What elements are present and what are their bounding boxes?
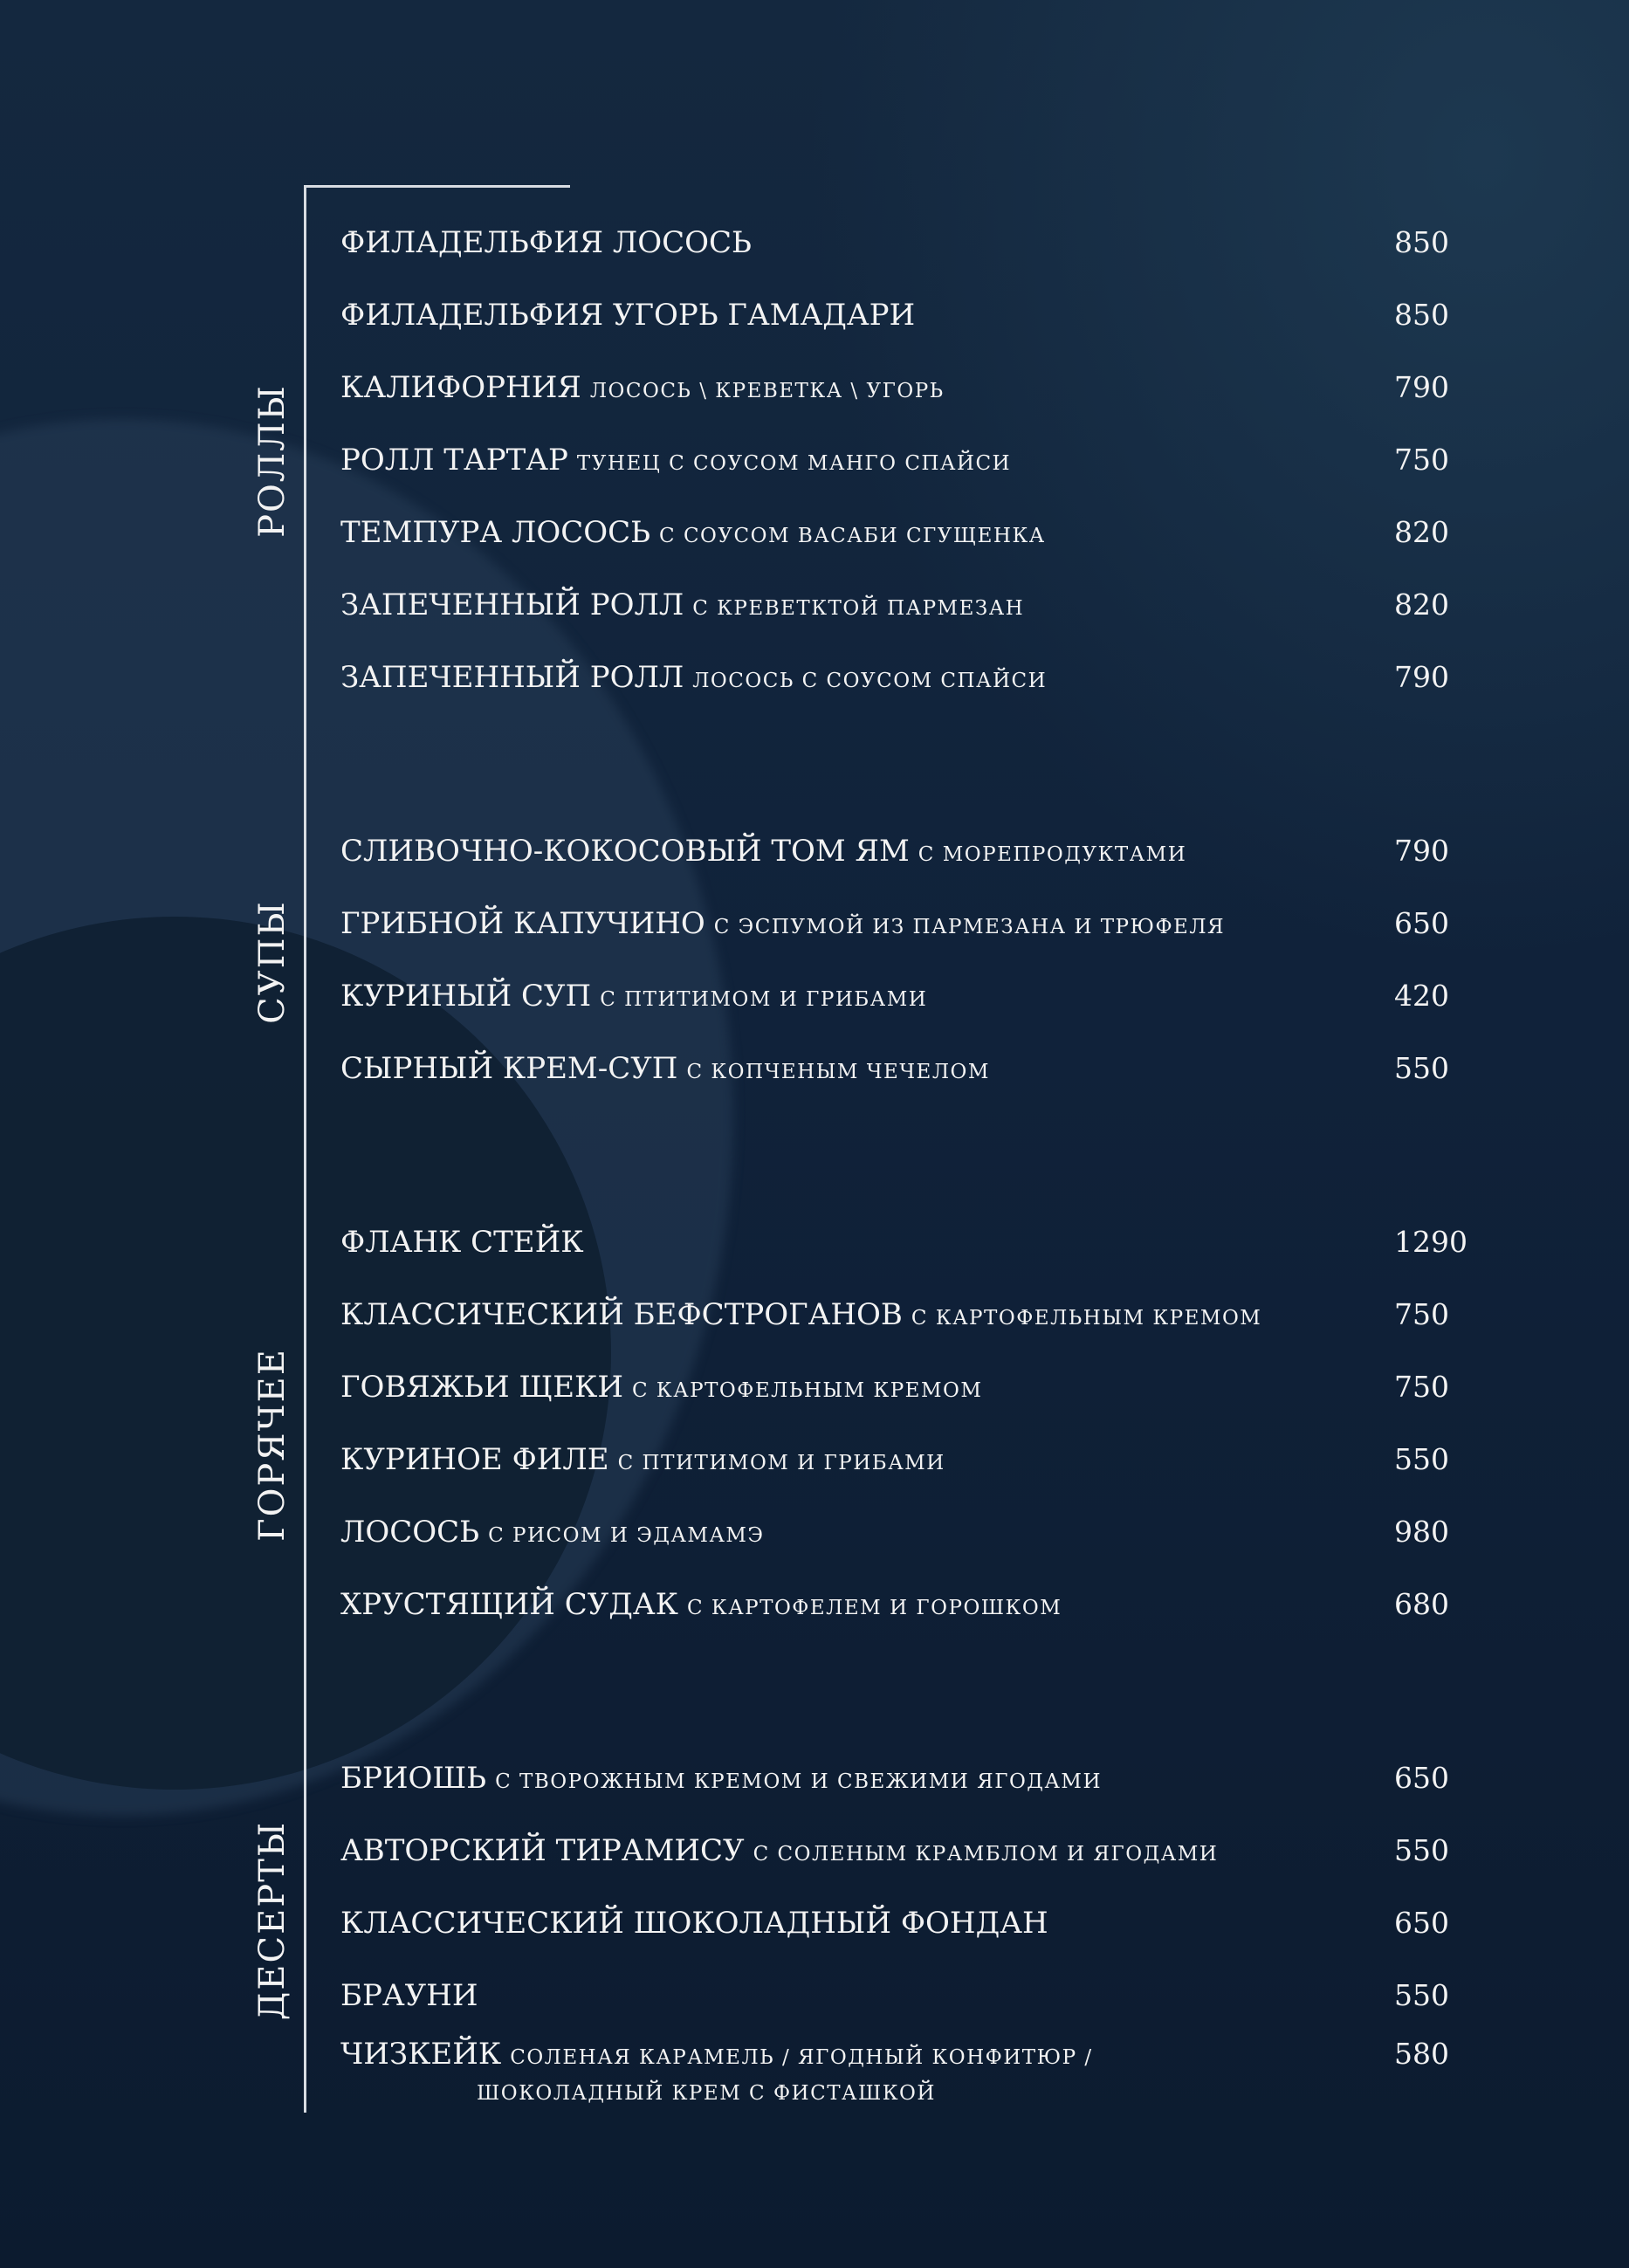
menu-item [340,906,1475,959]
item-price: 750 [1394,443,1449,477]
item-price: 650 [1394,1761,1449,1795]
item-name: КЛАССИЧЕСКИЙ ШОКОЛАДНЫЙ ФОНДАН [340,1906,1048,1941]
item-name: БРАУНИ [340,1978,478,2013]
item-price: 750 [1394,1370,1449,1404]
item-name: ЗАПЕЧЕННЫЙ РОЛЛ [340,660,684,695]
item-description: ТУНЕЦ С СОУСОМ МАНГО СПАЙСИ [576,452,1012,475]
item-price: 790 [1394,370,1449,404]
item-title [340,1442,945,1477]
item-title [340,660,1047,695]
item-name: ФИЛАДЕЛЬФИЯ ЛОСОСЬ [340,225,752,260]
item-description: С КОПЧЕНЫМ ЧЕЧЕЛОМ [686,1061,990,1083]
item-name: СЫРНЫЙ КРЕМ-СУП [340,1051,678,1086]
item-title [340,1297,1261,1332]
menu-item [340,1761,1475,1813]
item-title [340,1833,1218,1868]
vertical-rule [304,185,306,2113]
menu-item [340,515,1475,567]
menu-item [340,1442,1475,1495]
section-title-soups: СУПЫ [252,900,292,1024]
item-title [340,834,1186,869]
item-description: С ПТИТИМОМ И ГРИБАМИ [617,1452,945,1474]
menu-item [340,979,1475,1031]
item-description-continued: ШОКОЛАДНЫЙ КРЕМ С ФИСТАШКОЙ [477,2082,936,2105]
item-title [340,1051,990,1086]
item-price: 650 [1394,1906,1449,1940]
item-title [340,1587,1062,1622]
item-title [340,1761,1102,1796]
menu-item [340,1370,1475,1422]
item-title [340,1225,593,1260]
item-title [340,1515,765,1550]
item-title [340,979,927,1014]
menu-item [340,1297,1475,1350]
item-description: С СОЛЕНЫМ КРАМБЛОМ И ЯГОДАМИ [753,1843,1219,1866]
item-price: 1290 [1394,1225,1467,1259]
item-description: С ПТИТИМОМ И ГРИБАМИ [600,988,928,1011]
menu-item [340,1833,1475,1886]
menu-item [340,1906,1475,1958]
menu-item [340,2037,1475,2124]
menu-item [340,1225,1475,1277]
menu-item [340,1978,1475,2031]
item-price: 790 [1394,660,1449,694]
item-name: КАЛИФОРНИЯ [340,370,581,405]
section-title-desserts: ДЕСЕРТЫ [252,1820,292,2021]
item-price: 550 [1394,1442,1449,1476]
item-description: С КАРТОФЕЛЬНЫМ КРЕМОМ [911,1307,1262,1330]
item-price: 580 [1394,2037,1449,2071]
item-name: ЧИЗКЕЙК [340,2037,502,2072]
item-description: С МОРЕПРОДУКТАМИ [918,843,1187,866]
item-name: ФЛАНК СТЕЙК [340,1225,584,1260]
item-title [340,225,760,260]
item-title [340,1978,486,2013]
item-description: ЛОСОСЬ \ КРЕВЕТКА \ УГОРЬ [589,380,945,402]
item-price: 550 [1394,1978,1449,2012]
item-description: С КАРТОФЕЛЬНЫМ КРЕМОМ [631,1379,983,1402]
menu-item [340,834,1475,886]
item-title [340,2037,1093,2072]
item-description: С СОУСОМ ВАСАБИ СГУЩЕНКА [659,525,1046,547]
menu-item [340,588,1475,640]
item-title [340,298,924,333]
item-name: КУРИНЫЙ СУП [340,979,592,1014]
item-price: 850 [1394,225,1449,259]
item-name: БРИОШЬ [340,1761,487,1796]
item-name: ЛОСОСЬ [340,1515,480,1550]
item-name: ГОВЯЖЬИ ЩЕКИ [340,1370,623,1405]
item-name: СЛИВОЧНО-КОКОСОВЫЙ ТОМ ЯМ [340,834,910,869]
item-title [340,1370,982,1405]
item-title [340,588,1024,622]
item-name: АВТОРСКИЙ ТИРАМИСУ [340,1833,745,1868]
item-price: 650 [1394,906,1449,940]
item-title [340,515,1046,550]
item-description: С ТВОРОЖНЫМ КРЕМОМ И СВЕЖИМИ ЯГОДАМИ [495,1770,1103,1793]
item-price: 820 [1394,515,1449,549]
item-price: 820 [1394,588,1449,622]
menu-item [340,660,1475,712]
item-name: ФИЛАДЕЛЬФИЯ УГОРЬ ГАМАДАРИ [340,298,916,333]
item-price: 790 [1394,834,1449,868]
item-description: СОЛЕНАЯ КАРАМЕЛЬ / ЯГОДНЫЙ КОНФИТЮР / [510,2046,1093,2069]
menu-item [340,443,1475,495]
item-price: 980 [1394,1515,1449,1549]
item-price: 550 [1394,1833,1449,1867]
item-description: С РИСОМ И ЭДАМАМЭ [488,1524,765,1547]
item-price: 420 [1394,979,1449,1013]
item-description: С КРЕВЕТКТОЙ ПАРМЕЗАН [692,597,1025,620]
item-name: КЛАССИЧЕСКИЙ БЕФСТРОГАНОВ [340,1297,903,1332]
item-title [340,370,945,405]
section-title-rolls: РОЛЛЫ [252,384,292,538]
item-name: ХРУСТЯЩИЙ СУДАК [340,1587,678,1622]
item-title [340,443,1011,478]
menu-item [340,1051,1475,1103]
item-title [340,1906,1057,1941]
item-name: ТЕМПУРА ЛОСОСЬ [340,515,651,550]
menu-item [340,370,1475,423]
menu-item [340,1515,1475,1567]
item-name: РОЛЛ ТАРТАР [340,443,568,478]
item-name: ЗАПЕЧЕННЫЙ РОЛЛ [340,588,684,622]
item-price: 750 [1394,1297,1449,1331]
menu-item [340,225,1475,278]
item-price: 680 [1394,1587,1449,1621]
menu-item [340,298,1475,350]
menu-item [340,1587,1475,1639]
section-title-hot: ГОРЯЧЕЕ [252,1348,292,1542]
item-name: КУРИНОЕ ФИЛЕ [340,1442,609,1477]
item-price: 550 [1394,1051,1449,1085]
item-name: ГРИБНОЙ КАПУЧИНО [340,906,705,941]
item-description: С КАРТОФЕЛЕМ И ГОРОШКОМ [687,1597,1062,1619]
item-description: ЛОСОСЬ С СОУСОМ СПАЙСИ [692,670,1048,692]
item-description: С ЭСПУМОЙ ИЗ ПАРМЕЗАНА И ТРЮФЕЛЯ [713,916,1226,938]
item-title [340,906,1225,941]
top-rule [304,185,570,188]
item-price: 850 [1394,298,1449,332]
